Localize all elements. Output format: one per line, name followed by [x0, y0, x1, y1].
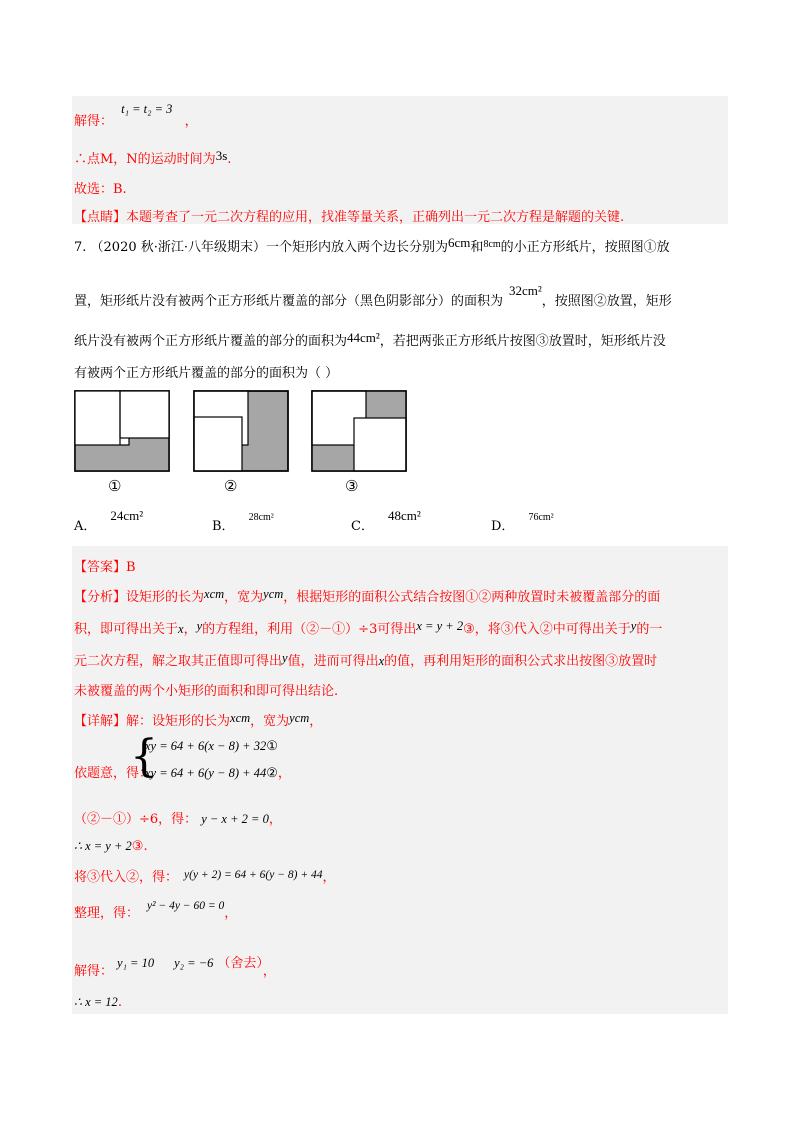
- t-equation: t₁ = t₂ = 3: [121, 102, 173, 116]
- figure-3-label: ③: [345, 477, 359, 495]
- question-line-1: [74, 236, 670, 255]
- option-value: 76cm²: [528, 512, 554, 523]
- detail-text: ，: [309, 714, 323, 729]
- solve-line: [74, 102, 198, 129]
- time-value: 3s: [215, 148, 228, 163]
- step-5: [74, 956, 276, 979]
- analysis-text: 的值，再利用矩形的面积公式求出按图③放置时: [384, 654, 658, 669]
- step-3: [74, 866, 335, 885]
- option-d[interactable]: [491, 512, 554, 534]
- system-eq-1: [145, 739, 278, 754]
- period: .: [227, 152, 232, 167]
- figure-2: [193, 390, 289, 472]
- discard-note: （舍去）: [217, 956, 263, 971]
- x-var: x: [378, 654, 385, 668]
- step-equation: y² − 4y − 60 = 0: [147, 900, 225, 912]
- y-var: y: [196, 619, 203, 633]
- option-a[interactable]: [74, 508, 144, 534]
- step-text: ÷6，得：: [139, 812, 198, 827]
- analysis-text: 元二次方程，解之取其正值即可得出: [74, 654, 283, 669]
- size-6cm: 6cm: [448, 235, 471, 250]
- step-equation: y(y + 2) = 64 + 6(y − 8) + 44: [184, 869, 323, 881]
- x-cm: xcm: [230, 711, 251, 725]
- y1-value: y₁ = 10: [117, 956, 155, 970]
- choice-line: 故选：B.: [74, 182, 127, 197]
- detail-text: ，宽为: [250, 714, 290, 729]
- option-c[interactable]: [351, 508, 421, 534]
- mark-3: ③: [131, 839, 144, 854]
- period: .: [117, 995, 122, 1010]
- analysis-line-3: [74, 650, 657, 669]
- question-text: 7. （2020 秋·浙江·八年级期末）一个矩形内放入两个边长分别为: [74, 240, 449, 255]
- analysis-text: ，将③代入②中可得出关于: [474, 622, 631, 637]
- step-6: [74, 994, 122, 1010]
- comment-line: 【点睛】本题考查了一元二次方程的应用，找准等量关系，正确列出一元二次方程是解题的关键.: [74, 210, 625, 225]
- option-letter: B．: [212, 519, 235, 534]
- step-equation: ∴ x = 12: [74, 995, 118, 1009]
- size-8cm: 8cm: [483, 239, 501, 250]
- y-var: y: [282, 651, 288, 665]
- step-4: [74, 902, 237, 921]
- option-letter: D．: [491, 519, 515, 534]
- analysis-text: ，根据矩形的面积公式结合按图①②两种放置时未被覆盖部分的面: [283, 590, 661, 605]
- figure-3: [311, 390, 407, 472]
- question-text: 的小正方形纸片，按照图①放: [500, 240, 670, 255]
- circled-3: ③: [463, 622, 475, 637]
- comma: ，: [277, 766, 291, 781]
- option-letter: A．: [74, 519, 97, 534]
- solve-comma: ，: [184, 114, 198, 129]
- question-text: 纸片没有被两个正方形纸片覆盖的部分的面积为: [74, 334, 348, 349]
- motion-time-line: [74, 148, 231, 167]
- question-text: ，按照图②放置，矩形: [541, 294, 672, 309]
- detail-line: [74, 710, 322, 729]
- x-cm: xcm: [204, 587, 225, 601]
- analysis-text: 【分析】设矩形的长为: [74, 590, 205, 605]
- step-equation: y − x + 2 = 0: [201, 812, 269, 826]
- figure-1-label: ①: [108, 477, 122, 495]
- y-cm: ycm: [289, 711, 310, 725]
- system-eq-2: [145, 762, 291, 781]
- equation-1: xy = 64 + 6(x − 8) + 32: [145, 739, 267, 753]
- analysis-line-1: [74, 586, 660, 605]
- y-cm: ycm: [263, 587, 284, 601]
- question-line-2: [74, 283, 672, 309]
- x-equation: x = y + 2: [416, 619, 464, 633]
- comma: ，: [268, 812, 282, 827]
- analysis-text: 的一: [636, 622, 663, 637]
- step-1: [74, 808, 282, 827]
- mark-1: ①: [266, 739, 278, 754]
- option-value: 24cm²: [110, 508, 144, 523]
- analysis-text: ，宽为: [224, 590, 264, 605]
- equation-2: xy = 64 + 6(y − 8) + 44: [145, 766, 267, 780]
- y2-value: y₂ = −6: [174, 956, 214, 970]
- by-question-label: 依题意，得：: [74, 766, 153, 781]
- figure-2-label: ②: [224, 477, 238, 495]
- option-letter: C．: [351, 519, 374, 534]
- area-32: 32cm²: [509, 283, 542, 298]
- solve-label: 解得：: [74, 114, 114, 129]
- step-text: （②－①）: [74, 812, 140, 827]
- detail-text: 【详解】解：设矩形的长为: [74, 714, 231, 729]
- step-text: 将③代入②，得：: [74, 870, 179, 885]
- figure-1: [74, 390, 170, 472]
- step-equation: ∴ x = y + 2: [74, 839, 132, 853]
- area-44: 44cm²: [347, 330, 380, 345]
- mark-2: ②: [266, 766, 278, 781]
- comma: ，: [322, 870, 336, 885]
- question-text: 置，矩形纸片没有被两个正方形纸片覆盖的部分（黑色阴影部分）的面积为: [74, 294, 504, 309]
- question-line-4: 有被两个正方形纸片覆盖的部分的面积为（ ）: [74, 366, 339, 381]
- and-text: 和: [470, 240, 484, 255]
- comma: ，: [262, 964, 276, 979]
- step-text: 解得：: [74, 964, 114, 979]
- x-var: x: [178, 622, 184, 636]
- comma: ，: [224, 906, 238, 921]
- analysis-line-2: [74, 618, 662, 637]
- answer-label: 【答案】B: [74, 560, 136, 575]
- therefore-text: ∴点M，N的运动时间为: [74, 152, 216, 167]
- analysis-text: 积，即可得出关于: [74, 622, 179, 637]
- option-b[interactable]: [212, 512, 274, 534]
- analysis-text: 值，进而可得出: [287, 654, 379, 669]
- option-value: 28cm²: [248, 512, 274, 523]
- step-text: 整理，得：: [74, 906, 140, 921]
- period: .: [143, 839, 148, 854]
- comma: ，: [183, 622, 197, 637]
- analysis-line-4: 未被覆盖的两个小矩形的面积和即可得出结论.: [74, 684, 339, 699]
- question-line-3: [74, 330, 666, 349]
- system-brace: {: [130, 731, 158, 782]
- option-value: 48cm²: [387, 508, 421, 523]
- analysis-text: 的方程组，利用: [202, 622, 294, 637]
- analysis-text: 可得出: [377, 622, 417, 637]
- op-expression: （②－①）÷3: [293, 622, 378, 637]
- step-2: [74, 838, 148, 854]
- y-var: y: [630, 619, 637, 633]
- question-text: ，若把两张正方形纸片按图③放置时，矩形纸片没: [379, 334, 666, 349]
